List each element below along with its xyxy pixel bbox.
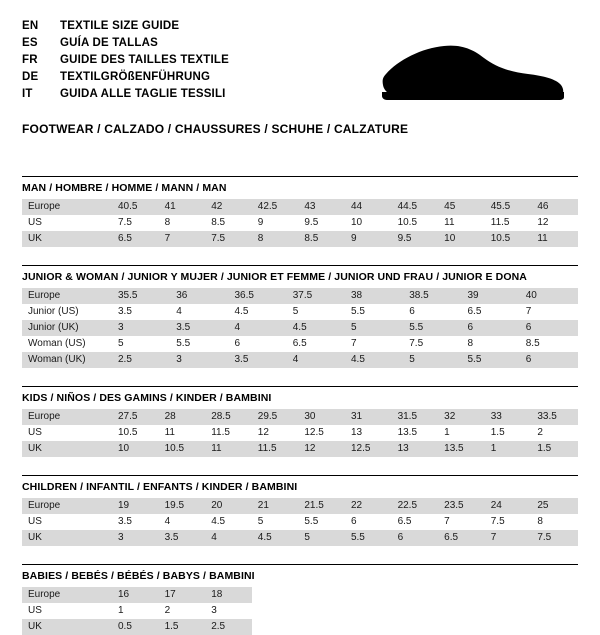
size-cell xyxy=(252,587,299,603)
section-title: MAN / HOMBRE / HOMME / MANN / MAN xyxy=(22,182,227,194)
size-cell: 13 xyxy=(392,441,439,457)
size-cell: 10 xyxy=(438,231,485,247)
size-cell: 17 xyxy=(159,587,206,603)
size-cell: 10.5 xyxy=(159,441,206,457)
size-cell: 7.5 xyxy=(205,231,252,247)
size-cell: 1.5 xyxy=(531,441,578,457)
language-code: DE xyxy=(22,71,39,83)
size-cell: 5 xyxy=(287,304,345,320)
table-row xyxy=(22,603,578,619)
size-cell: 40 xyxy=(520,288,578,304)
size-cell: 6 xyxy=(403,304,461,320)
table-row xyxy=(22,336,578,352)
size-cell: 9.5 xyxy=(392,231,439,247)
size-cell: 12 xyxy=(298,441,345,457)
language-row xyxy=(22,18,578,35)
size-cell: 42 xyxy=(205,199,252,215)
size-cell: 33 xyxy=(485,409,532,425)
size-cell xyxy=(392,603,439,619)
language-title: TEXTILGRÖßENFÜHRUNG xyxy=(60,71,211,83)
size-cell: 4.5 xyxy=(205,514,252,530)
size-cell: 5 xyxy=(403,352,461,368)
row-label: Europe xyxy=(22,498,112,514)
size-cell: 5.5 xyxy=(345,304,403,320)
size-cell: 22.5 xyxy=(392,498,439,514)
table-row xyxy=(22,514,578,530)
size-cell: 3.5 xyxy=(229,352,287,368)
size-cell: 24 xyxy=(485,498,532,514)
size-cell: 5.5 xyxy=(403,320,461,336)
language-code: IT xyxy=(22,88,33,100)
row-label: Europe xyxy=(22,587,112,603)
size-cell: 3.5 xyxy=(112,304,170,320)
size-cell: 6.5 xyxy=(392,514,439,530)
size-cell: 13.5 xyxy=(438,441,485,457)
size-cell: 23.5 xyxy=(438,498,485,514)
size-cell xyxy=(531,587,578,603)
size-cell xyxy=(392,587,439,603)
size-cell: 12.5 xyxy=(298,425,345,441)
size-section-junior-woman xyxy=(22,265,578,368)
size-cell: 11.5 xyxy=(205,425,252,441)
table-row xyxy=(22,352,578,368)
language-code: EN xyxy=(22,20,39,32)
size-cell xyxy=(345,603,392,619)
size-cell xyxy=(298,587,345,603)
section-title: BABIES / BEBÉS / BÉBÉS / BABYS / BAMBINI xyxy=(22,570,255,582)
size-cell: 1 xyxy=(112,603,159,619)
size-cell: 12 xyxy=(531,215,578,231)
size-cell: 6.5 xyxy=(462,304,520,320)
size-cell: 9.5 xyxy=(298,215,345,231)
size-cell: 7.5 xyxy=(403,336,461,352)
size-cell xyxy=(345,587,392,603)
size-cell: 19 xyxy=(112,498,159,514)
language-title: TEXTILE SIZE GUIDE xyxy=(60,20,180,32)
size-table xyxy=(22,199,578,247)
size-cell: 10.5 xyxy=(485,231,532,247)
size-cell: 45.5 xyxy=(485,199,532,215)
size-cell: 38 xyxy=(345,288,403,304)
dress-shoe-icon xyxy=(378,40,568,102)
size-cell: 32 xyxy=(438,409,485,425)
size-cell: 3.5 xyxy=(170,320,228,336)
size-cell: 2.5 xyxy=(205,619,252,635)
size-cell: 11 xyxy=(205,441,252,457)
size-cell: 8.5 xyxy=(520,336,578,352)
table-row xyxy=(22,304,578,320)
size-table xyxy=(22,587,578,635)
size-cell: 31.5 xyxy=(392,409,439,425)
size-table xyxy=(22,498,578,546)
size-cell xyxy=(438,603,485,619)
size-cell: 3 xyxy=(112,320,170,336)
table-row xyxy=(22,320,578,336)
size-cell: 1 xyxy=(438,425,485,441)
size-cell: 6 xyxy=(520,352,578,368)
size-cell: 7.5 xyxy=(112,215,159,231)
size-section-man xyxy=(22,176,578,247)
size-cell: 29.5 xyxy=(252,409,299,425)
size-sections xyxy=(22,176,578,635)
size-cell: 22 xyxy=(345,498,392,514)
size-cell: 2 xyxy=(159,603,206,619)
size-table xyxy=(22,409,578,457)
size-cell xyxy=(531,619,578,635)
row-label: Europe xyxy=(22,199,112,215)
size-cell: 4 xyxy=(229,320,287,336)
size-cell xyxy=(298,603,345,619)
size-cell: 6.5 xyxy=(287,336,345,352)
table-row xyxy=(22,441,578,457)
size-cell xyxy=(345,619,392,635)
size-cell: 7.5 xyxy=(531,530,578,546)
language-code: ES xyxy=(22,37,38,49)
size-cell: 40.5 xyxy=(112,199,159,215)
row-label: Woman (US) xyxy=(22,336,112,352)
table-row xyxy=(22,530,578,546)
size-cell: 5 xyxy=(112,336,170,352)
language-title: GUIDE DES TAILLES TEXTILE xyxy=(60,54,229,66)
size-cell: 16 xyxy=(112,587,159,603)
size-cell: 5 xyxy=(252,514,299,530)
row-label: UK xyxy=(22,441,112,457)
size-cell xyxy=(392,619,439,635)
section-title: JUNIOR & WOMAN / JUNIOR Y MUJER / JUNIOR ET FEMME / JUNIOR UND FRAU / JUNIOR E DONA xyxy=(22,271,527,283)
size-cell: 30 xyxy=(298,409,345,425)
size-cell: 5.5 xyxy=(345,530,392,546)
size-cell: 1.5 xyxy=(159,619,206,635)
size-table xyxy=(22,288,578,368)
size-cell xyxy=(252,603,299,619)
size-cell: 19.5 xyxy=(159,498,206,514)
page-title: FOOTWEAR / CALZADO / CHAUSSURES / SCHUHE / CALZATURE xyxy=(22,122,409,136)
size-cell: 6.5 xyxy=(112,231,159,247)
size-cell: 6 xyxy=(520,320,578,336)
size-cell: 43 xyxy=(298,199,345,215)
language-title: GUÍA DE TALLAS xyxy=(60,37,158,49)
table-row xyxy=(22,231,578,247)
language-code: FR xyxy=(22,54,38,66)
table-row xyxy=(22,288,578,304)
size-cell: 4 xyxy=(159,514,206,530)
size-section-children xyxy=(22,475,578,546)
size-cell: 35.5 xyxy=(112,288,170,304)
size-cell: 46 xyxy=(531,199,578,215)
size-cell: 28.5 xyxy=(205,409,252,425)
size-cell xyxy=(438,619,485,635)
size-cell: 6 xyxy=(229,336,287,352)
size-cell: 10 xyxy=(345,215,392,231)
size-cell: 36.5 xyxy=(229,288,287,304)
size-cell: 5.5 xyxy=(298,514,345,530)
size-cell: 3.5 xyxy=(112,514,159,530)
size-cell: 13 xyxy=(345,425,392,441)
page-header xyxy=(22,18,578,108)
row-label: Junior (UK) xyxy=(22,320,112,336)
size-cell xyxy=(252,619,299,635)
size-cell: 18 xyxy=(205,587,252,603)
size-cell: 8.5 xyxy=(298,231,345,247)
row-label: UK xyxy=(22,530,112,546)
size-cell: 3 xyxy=(170,352,228,368)
table-row xyxy=(22,215,578,231)
size-cell: 7 xyxy=(438,514,485,530)
size-cell: 7 xyxy=(345,336,403,352)
size-cell: 7.5 xyxy=(485,514,532,530)
size-cell: 4 xyxy=(205,530,252,546)
section-title: KIDS / NIÑOS / DES GAMINS / KINDER / BAMBINI xyxy=(22,392,272,404)
size-cell: 13.5 xyxy=(392,425,439,441)
size-cell: 5.5 xyxy=(170,336,228,352)
size-cell: 4 xyxy=(170,304,228,320)
size-cell: 6.5 xyxy=(438,530,485,546)
size-cell: 11 xyxy=(438,215,485,231)
size-cell: 4.5 xyxy=(252,530,299,546)
size-cell: 11.5 xyxy=(252,441,299,457)
size-cell: 4.5 xyxy=(287,320,345,336)
row-label: US xyxy=(22,514,112,530)
section-title: CHILDREN / INFANTIL / ENFANTS / KINDER / BAMBINI xyxy=(22,481,298,493)
row-label: UK xyxy=(22,231,112,247)
size-cell: 1 xyxy=(485,441,532,457)
size-cell: 3 xyxy=(205,603,252,619)
size-cell: 10.5 xyxy=(112,425,159,441)
size-cell: 5 xyxy=(345,320,403,336)
size-cell: 12.5 xyxy=(345,441,392,457)
size-cell: 7 xyxy=(485,530,532,546)
size-cell: 6 xyxy=(462,320,520,336)
size-cell: 45 xyxy=(438,199,485,215)
size-cell: 5.5 xyxy=(462,352,520,368)
size-cell: 2.5 xyxy=(112,352,170,368)
size-cell: 7 xyxy=(520,304,578,320)
size-cell: 4 xyxy=(287,352,345,368)
size-cell: 28 xyxy=(159,409,206,425)
size-cell: 11.5 xyxy=(485,215,532,231)
size-cell: 39 xyxy=(462,288,520,304)
row-label: US xyxy=(22,215,112,231)
size-cell: 10.5 xyxy=(392,215,439,231)
size-cell: 7 xyxy=(159,231,206,247)
size-cell: 4.5 xyxy=(229,304,287,320)
size-cell: 3.5 xyxy=(159,530,206,546)
table-row xyxy=(22,587,578,603)
size-cell: 4.5 xyxy=(345,352,403,368)
size-cell: 9 xyxy=(252,215,299,231)
size-cell xyxy=(298,619,345,635)
row-label: UK xyxy=(22,619,112,635)
size-cell: 41 xyxy=(159,199,206,215)
row-label: US xyxy=(22,603,112,619)
table-row xyxy=(22,199,578,215)
size-cell xyxy=(438,587,485,603)
size-cell: 25 xyxy=(531,498,578,514)
size-cell: 33.5 xyxy=(531,409,578,425)
size-cell: 8 xyxy=(531,514,578,530)
size-cell: 9 xyxy=(345,231,392,247)
size-cell: 31 xyxy=(345,409,392,425)
size-cell: 1.5 xyxy=(485,425,532,441)
language-title: GUIDA ALLE TAGLIE TESSILI xyxy=(60,88,226,100)
size-cell: 8.5 xyxy=(205,215,252,231)
row-label: US xyxy=(22,425,112,441)
size-cell: 8 xyxy=(462,336,520,352)
row-label: Europe xyxy=(22,288,112,304)
size-cell: 8 xyxy=(159,215,206,231)
size-cell: 20 xyxy=(205,498,252,514)
size-cell: 44.5 xyxy=(392,199,439,215)
size-cell: 44 xyxy=(345,199,392,215)
size-cell: 11 xyxy=(159,425,206,441)
size-cell: 12 xyxy=(252,425,299,441)
size-cell: 2 xyxy=(531,425,578,441)
table-row xyxy=(22,498,578,514)
size-cell: 8 xyxy=(252,231,299,247)
size-cell: 6 xyxy=(392,530,439,546)
row-label: Woman (UK) xyxy=(22,352,112,368)
size-cell: 21 xyxy=(252,498,299,514)
size-cell: 0.5 xyxy=(112,619,159,635)
table-row xyxy=(22,425,578,441)
size-cell: 6 xyxy=(345,514,392,530)
table-row xyxy=(22,409,578,425)
size-cell: 21.5 xyxy=(298,498,345,514)
size-cell: 27.5 xyxy=(112,409,159,425)
size-cell: 42.5 xyxy=(252,199,299,215)
size-cell: 3 xyxy=(112,530,159,546)
row-label: Junior (US) xyxy=(22,304,112,320)
size-cell xyxy=(485,587,532,603)
row-label: Europe xyxy=(22,409,112,425)
size-cell xyxy=(531,603,578,619)
table-row xyxy=(22,619,578,635)
size-cell xyxy=(485,603,532,619)
size-cell: 38.5 xyxy=(403,288,461,304)
size-cell: 36 xyxy=(170,288,228,304)
size-cell: 37.5 xyxy=(287,288,345,304)
size-section-kids xyxy=(22,386,578,457)
size-cell: 10 xyxy=(112,441,159,457)
size-cell xyxy=(485,619,532,635)
size-cell: 11 xyxy=(531,231,578,247)
size-cell: 5 xyxy=(298,530,345,546)
